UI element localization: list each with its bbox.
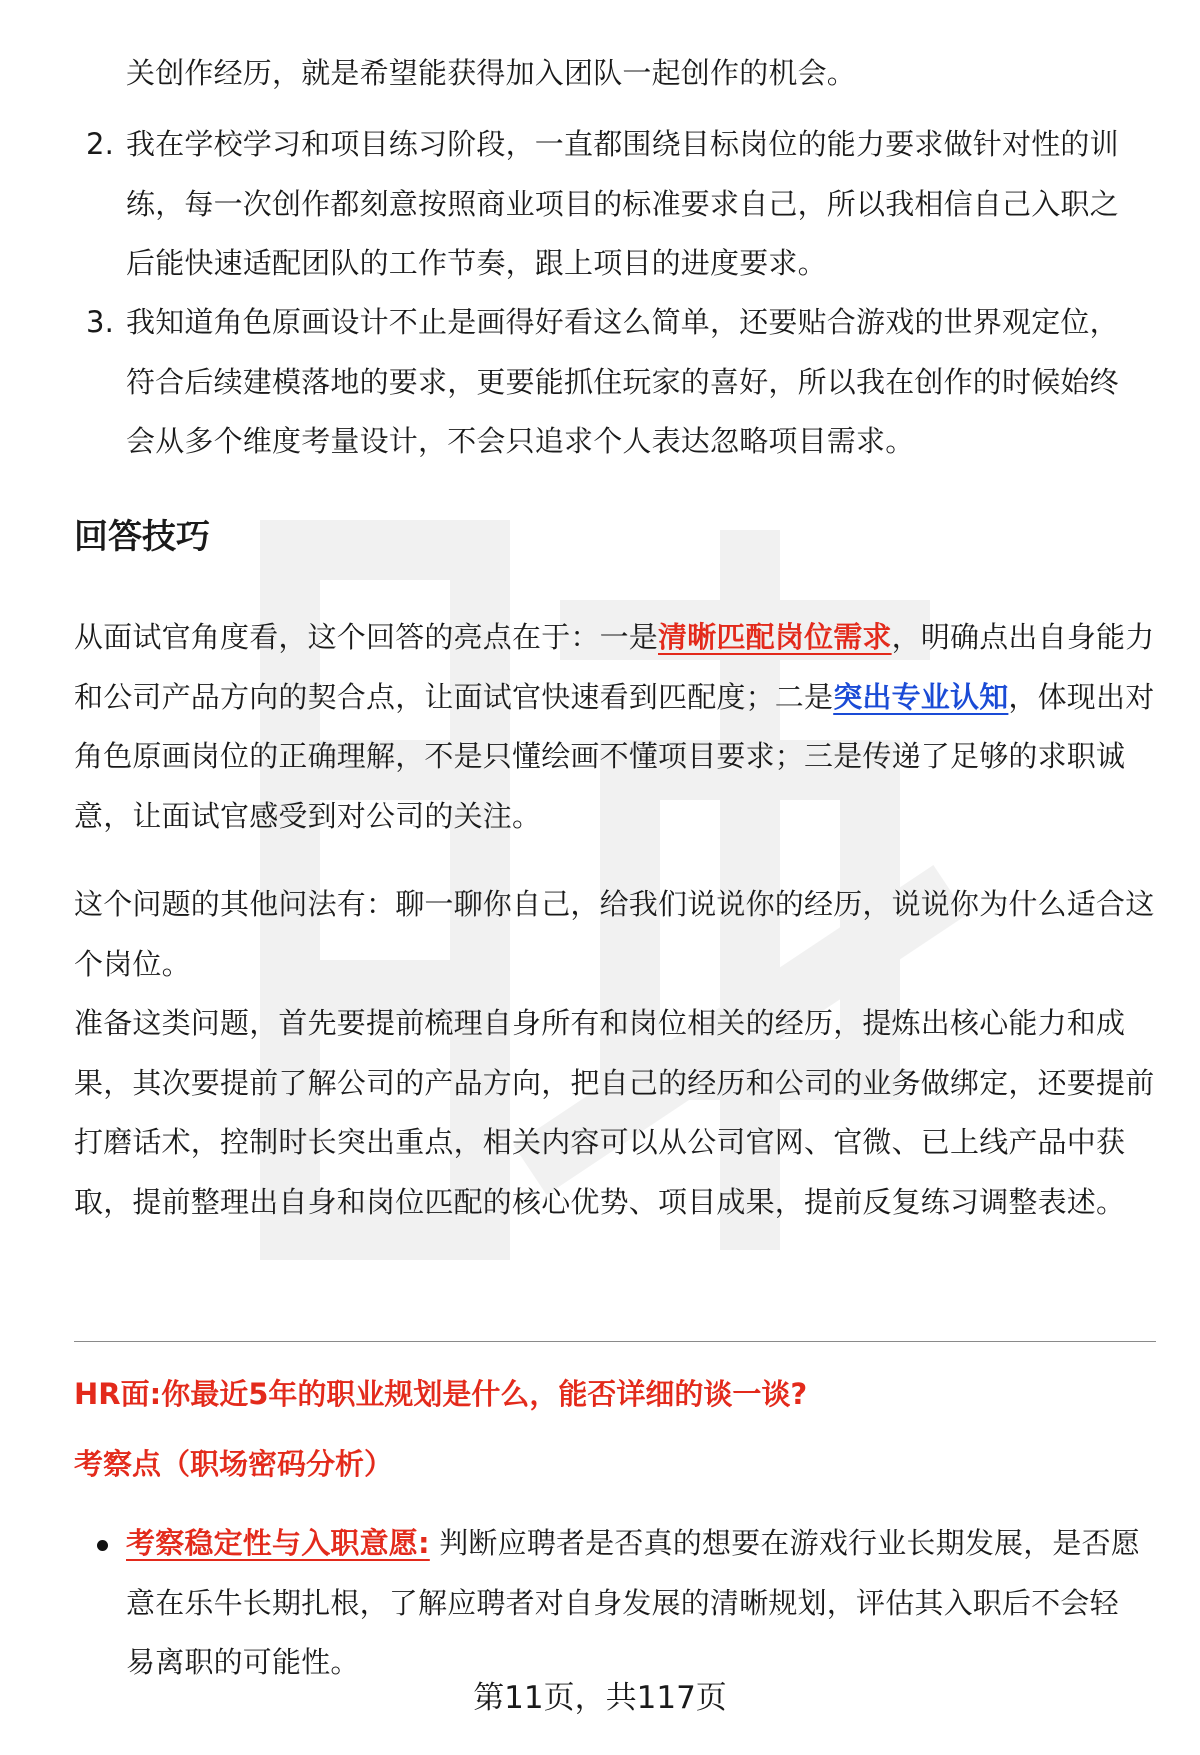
list-item-2-text: 我在学校学习和项目练习阶段，一直都围绕目标岗位的能力要求做针对性的训练，每一次创作都刻意按照商业项目的标准要求自己，所以我相信自己入职之后能快速适配团队的工作节奏，跟上项目的进度要求。 (126, 127, 1119, 280)
list-item-1-continuation (126, 44, 1146, 104)
bullet-body-text: 判断应聘者是否真的想要在游戏行业长期发展，是否愿意在乐牛长期扎根，了解应聘者对自身发展的清晰规划，评估其入职后不会轻易离职的可能性。 (126, 1526, 1141, 1679)
list-item-3-number: 3. (86, 305, 115, 339)
tips-paragraph-2: 这个问题的其他问法有：聊一聊你自己，给我们说说你的经历，说说你为什么适合这个岗位。 (74, 887, 1155, 981)
tips-paragraph-3: 准备这类问题，首先要提前梳理自身所有和岗位相关的经历，提炼出核心能力和成果，其次要提前了解公司的产品方向，把自己的经历和公司的业务做绑定，还要提前打磨话术，控制时长突出重点，相关内容可以从公司官网、官微、已上线产品中获取，提前整理出自身和岗位匹配的核心优势、项目成果，提前反复练习调整表述。 (74, 1006, 1155, 1219)
list-item-1-text: 关创作经历，就是希望能获得加入团队一起创作的机会。 (126, 56, 857, 90)
tips-p1-text-b: ，明确点出自身能力和公司产品方向的契合点，让面试官快速看到匹配度；二是 (74, 620, 1155, 714)
tips-p1-text-a: 从面试官角度看，这个回答的亮点在于：一是 (74, 620, 659, 654)
bullet-item (126, 1514, 1146, 1693)
list-item-2 (86, 115, 1146, 294)
highlight-match-requirements: 清晰匹配岗位需求 (658, 620, 892, 654)
tips-paragraph-1 (74, 608, 1160, 846)
question-title: HR面:你最近5年的职业规划是什么，能否详细的谈一谈? (74, 1377, 808, 1411)
tips-p1-text-c: ，体现出对角色原画岗位的正确理解，不是只懂绘画不懂项目要求；三是传递了足够的求职诚意，让面试官感受到对公司的关注。 (74, 679, 1155, 833)
section-heading: 回答技巧 (74, 517, 210, 557)
page-footer: 第11页，共117页 (473, 1680, 727, 1716)
highlight-professional-cognition: 突出专业认知 (833, 679, 1009, 714)
list-item-2-number: 2. (86, 127, 115, 161)
bullet-lead-text: 考察稳定性与入职意愿: (126, 1526, 430, 1560)
list-item-3 (86, 293, 1146, 472)
bullet-dot-icon (97, 1540, 108, 1551)
list-item-3-text: 我知道角色原画设计不止是画得好看这么简单，还要贴合游戏的世界观定位，符合后续建模落地的要求，更要能抓住玩家的喜好，所以我在创作的时候始终会从多个维度考量设计，不会只追求个人表达忽略项目需求。 (126, 305, 1119, 458)
question-subtitle: 考察点（职场密码分析） (74, 1447, 394, 1481)
section-divider (74, 1341, 1156, 1342)
